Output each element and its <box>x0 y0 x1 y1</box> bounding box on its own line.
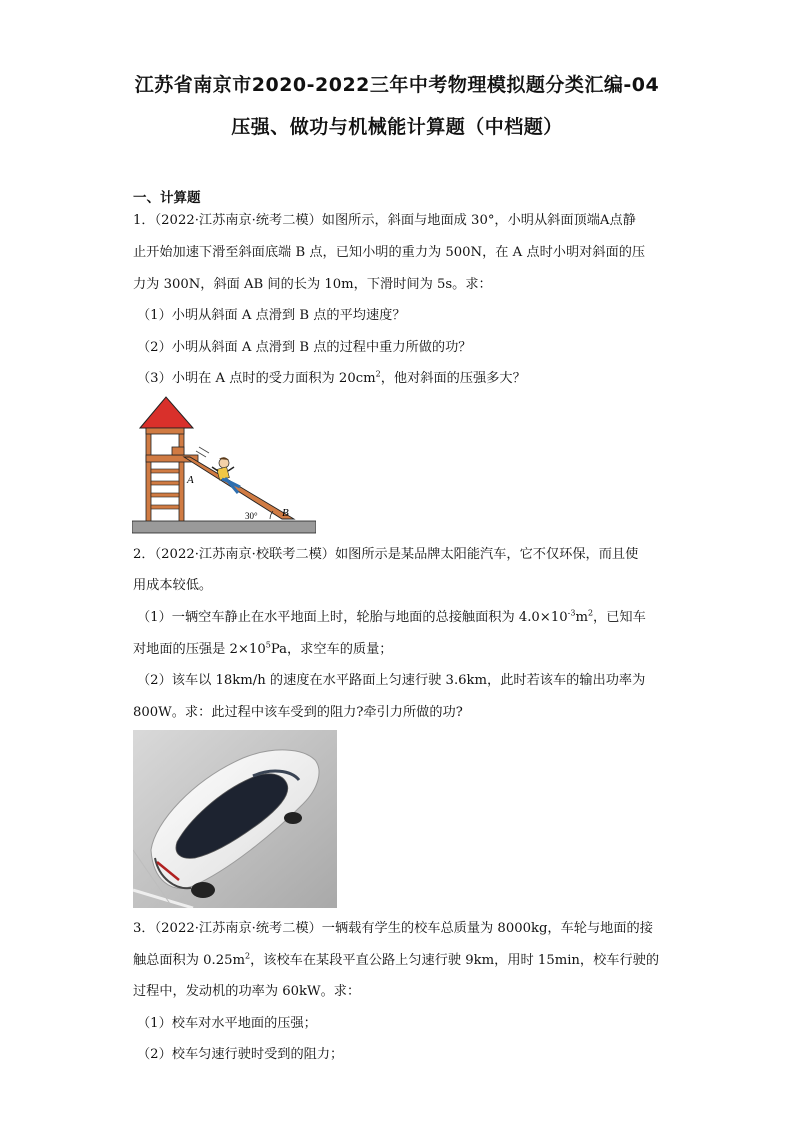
point-a-label: A <box>187 474 194 486</box>
solar-car-photo <box>133 730 337 908</box>
q1-sub-question-1: （1）小明从斜面 A 点滑到 B 点的平均速度？ <box>137 308 406 323</box>
platform-seat <box>172 447 184 455</box>
ladder-rung <box>151 481 179 485</box>
q3-text-line-2: 触总面积为 $0.25m^2$，该校车在某段平直公路上匀速行驶 9km，用时 15min，校车行驶的 <box>133 951 660 968</box>
tower-post-right <box>179 428 184 523</box>
ladder-rung <box>151 505 179 509</box>
ladder-rung <box>151 469 179 473</box>
q3-sub-question-2: （2）校车匀速行驶时受到的阻力； <box>137 1047 344 1062</box>
front-wheel <box>284 812 302 824</box>
section-heading: 一、计算题 <box>133 190 201 206</box>
q3-text-line-3: 过程中，发动机的功率为 60kW。求： <box>133 984 361 999</box>
q2-sub-question-1-line-1: （1）一辆空车静止在水平地面上时，轮胎与地面的总接触面积为 $4.0\times 10^{-3}m^2$，已知车 <box>137 608 646 625</box>
q1-sub-question-3: （3）小明在 A 点时的受力面积为 $20cm^2$，他对斜面的压强多大？ <box>137 369 526 386</box>
tower-beam-top <box>146 428 184 434</box>
q1-sub-question-2: （2）小明从斜面 A 点滑到 B 点的过程中重力所做的功？ <box>137 340 472 355</box>
q3-sub-question-1: （1）校车对水平地面的压强； <box>137 1016 317 1031</box>
ground <box>132 521 316 533</box>
point-b-label: B <box>282 507 289 519</box>
q2-text-line-2: 用成本较低。 <box>133 578 213 593</box>
ladder-rung <box>151 493 179 497</box>
q2-sub-question-2-line-1: （2）该车以 18km/h 的速度在水平路面上匀速行驶 3.6km，此时若该车的输出功率为 <box>137 673 646 688</box>
q3-text-line-1: 3．（2022·江苏南京·统考二模）一辆载有学生的校车总质量为 8000kg，车轮与地面的接 <box>133 921 653 936</box>
q1-text-line-1: 1．（2022·江苏南京·统考二模）如图所示，斜面与地面成 30°，小明从斜面顶端A点静 <box>133 213 636 228</box>
q2-sub-question-1-line-2: 对地面的压强是 $2\times 10^5Pa$，求空车的质量； <box>133 640 393 657</box>
slide-figure <box>132 395 316 537</box>
tower-roof <box>140 397 193 428</box>
q2-sub-question-2-line-2: 800W。求：此过程中该车受到的阻力?牵引力所做的功? <box>133 705 463 720</box>
document-title-line-1: 江苏省南京市2020-2022三年中考物理模拟题分类汇编-04 <box>134 74 660 96</box>
motion-line <box>199 447 209 453</box>
q1-text-line-2: 止开始加速下滑至斜面底端 B 点，已知小明的重力为 500N，在 A 点时小明对斜面的压 <box>133 245 646 260</box>
q1-text-line-3: 力为 300N，斜面 AB 间的长为 10m，下滑时间为 5s。求： <box>133 277 492 292</box>
q2-text-line-1: 2．（2022·江苏南京·校联考二模）如图所示是某品牌太阳能汽车，它不仅环保，而且使 <box>133 547 639 562</box>
tower-post-left <box>146 428 151 523</box>
document-title-line-2: 压强、做功与机械能计算题（中档题） <box>231 116 563 138</box>
rear-wheel <box>191 882 215 898</box>
angle-label: 30° <box>245 511 258 521</box>
